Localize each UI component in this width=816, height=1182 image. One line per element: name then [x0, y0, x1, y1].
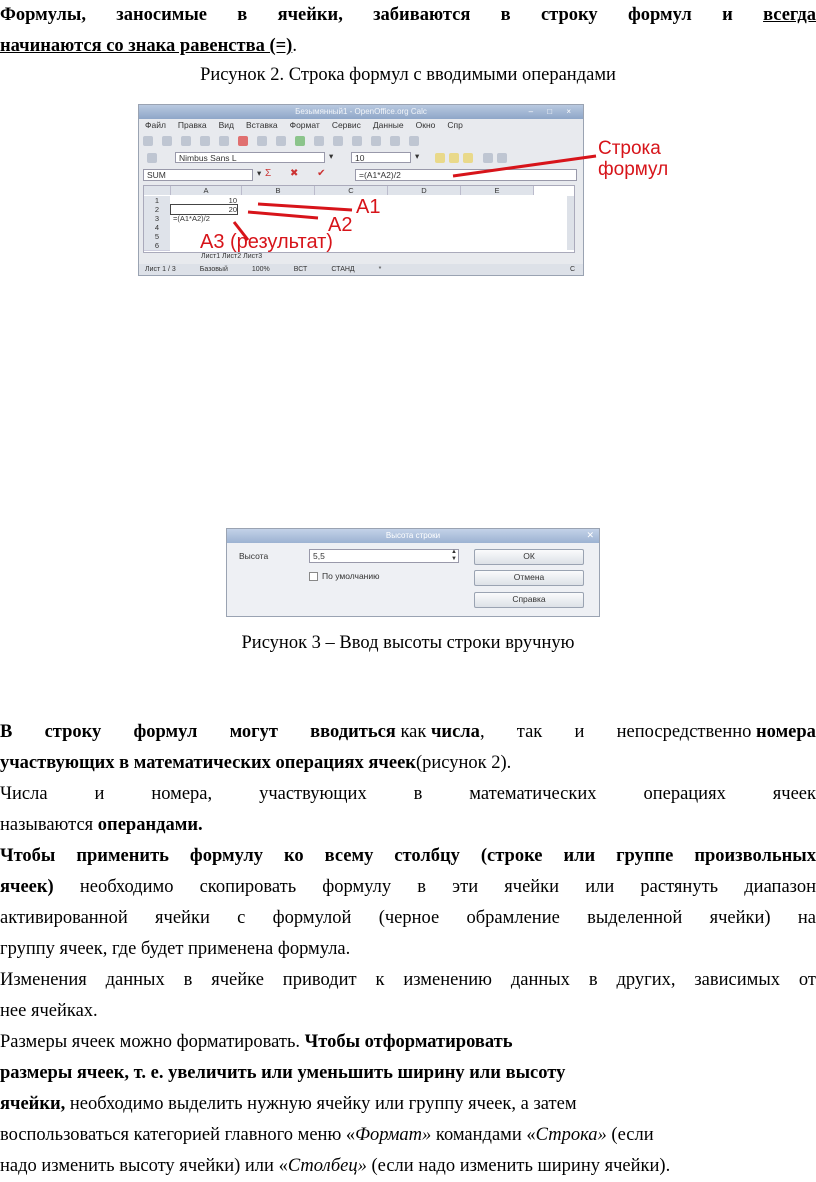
a2-arrow	[248, 212, 318, 218]
status-zoom[interactable]: 100%	[251, 266, 270, 273]
word: в	[413, 784, 423, 804]
font-name-select[interactable]: Nimbus Sans L	[175, 152, 325, 163]
p5-line-4	[0, 1120, 816, 1151]
text: (если	[611, 1125, 654, 1145]
checkbox-icon[interactable]	[309, 572, 318, 581]
window-controls[interactable]: – □ ×	[528, 107, 577, 116]
menu-insert[interactable]: Вставка	[246, 120, 278, 130]
text: Изменения данных в ячейке приводит к изменению данных в других, зависимых от	[0, 970, 816, 990]
p3-line-4	[0, 934, 816, 965]
menu-ref-column: Столбец»	[287, 1156, 367, 1176]
figure-ref: (рисунок 2).	[415, 753, 512, 773]
word: непосредственно	[616, 722, 752, 742]
cell-a1[interactable]: 10	[228, 196, 237, 205]
word: операциях	[643, 784, 726, 804]
column-header[interactable]: A	[171, 186, 242, 195]
menu-ref-format: Формат»	[355, 1125, 432, 1145]
word: В	[0, 722, 13, 742]
figure2-caption: Рисунок 2. Строка формул с вводимыми операндами	[200, 65, 616, 85]
a1-arrow	[258, 204, 352, 210]
word: Числа	[0, 784, 48, 804]
word: математических	[469, 784, 597, 804]
p2-line-2	[0, 810, 816, 841]
p4-line-2	[0, 996, 816, 1027]
ok-button[interactable]: ОК	[474, 549, 584, 565]
word: участвующих	[259, 784, 367, 804]
bold-phrase: Чтобы применить формулу ко всему столбцу (строке или группе произвольных	[0, 846, 816, 866]
p5-line-1	[0, 1027, 816, 1058]
height-label: Высота	[239, 551, 269, 561]
row-header[interactable]: 4	[144, 223, 170, 233]
word: номера	[756, 722, 816, 742]
annotation-a2: A2	[328, 214, 353, 236]
annotation-a3: A3 (результат)	[200, 231, 333, 253]
help-button[interactable]: Справка	[474, 592, 584, 608]
text: называются	[0, 815, 94, 835]
text: группу ячеек, где будет применена формула.	[0, 939, 351, 959]
word: ,	[479, 722, 485, 742]
cell-a2[interactable]: 20	[171, 205, 237, 214]
text: командами «	[435, 1125, 536, 1145]
cancel-button[interactable]: Отмена	[474, 570, 584, 586]
formula-input[interactable]: =(A1*A2)/2	[355, 169, 577, 181]
intro-underline-always: всегда	[763, 5, 816, 25]
p3-line-2	[0, 872, 816, 903]
text: необходимо выделить нужную ячейку или группу ячеек, а затем	[69, 1094, 577, 1114]
status-sum: С	[569, 266, 575, 273]
chevron-down-icon[interactable]: ▾	[257, 168, 262, 178]
status-style: Базовый	[199, 266, 228, 273]
p2-line-1	[0, 779, 816, 810]
row-height-dialog	[226, 528, 600, 617]
chevron-down-icon[interactable]: ▾	[415, 151, 420, 161]
p1-line-2	[0, 748, 816, 779]
bold-term: операндами.	[97, 815, 203, 835]
p1-line-1	[0, 717, 816, 748]
column-header[interactable]: B	[242, 186, 315, 195]
text: (если надо изменить ширину ячейки).	[371, 1156, 671, 1176]
dialog-title: Высота строки	[227, 529, 599, 543]
p4-line-1	[0, 965, 816, 996]
text: активированной ячейки с формулой (черное обрамление выделенной ячейки) на	[0, 908, 816, 928]
intro-line-2	[0, 31, 816, 62]
word: ячеек	[772, 784, 816, 804]
word: вводиться	[310, 722, 396, 742]
word: как	[400, 722, 427, 742]
default-checkbox[interactable]	[309, 571, 379, 581]
cell-a3[interactable]: =(A1*A2)/2	[173, 214, 210, 223]
menu-help[interactable]: Спр	[447, 120, 463, 130]
row-header[interactable]: 3	[144, 214, 170, 224]
menu-tools[interactable]: Сервис	[331, 120, 361, 130]
chevron-down-icon[interactable]: ▾	[329, 151, 334, 161]
formula-bar-arrow	[453, 156, 596, 176]
column-header[interactable]: E	[461, 186, 534, 195]
word: и	[94, 784, 105, 804]
status-select-mode[interactable]: СТАНД	[331, 266, 355, 273]
height-input[interactable]: 5,5	[309, 549, 459, 563]
menu-file[interactable]: Файл	[145, 120, 166, 130]
intro-bold-text: Формулы, заносимые в ячейки, забиваются в строку формул и	[0, 5, 733, 25]
text: воспользоваться категорией главного меню «	[0, 1125, 356, 1145]
word: могут	[229, 722, 278, 742]
p3-line-1	[0, 841, 816, 872]
column-header[interactable]: D	[388, 186, 461, 195]
bold-phrase: ячейки,	[0, 1094, 66, 1114]
word: и	[574, 722, 585, 742]
row-header[interactable]: 2	[144, 205, 170, 215]
window-title: Безымянный1 - OpenOffice.org Calc	[295, 107, 427, 116]
status-insert[interactable]: ВСТ	[293, 266, 308, 273]
row-header[interactable]: 6	[144, 241, 170, 251]
menu-ref-row: Строка»	[535, 1125, 607, 1145]
p5-line-5	[0, 1151, 816, 1182]
text: нее ячейках.	[0, 1001, 98, 1021]
word: строку	[44, 722, 102, 742]
annotation-a1: A1	[356, 196, 381, 218]
word: числа	[431, 722, 480, 742]
font-size-select[interactable]: 10	[351, 152, 411, 163]
text: надо изменить высоту ячейки) или «	[0, 1156, 288, 1176]
word: номера,	[151, 784, 213, 804]
close-icon[interactable]: ✕	[586, 530, 594, 540]
bold-phrase: Чтобы отформатировать	[304, 1032, 513, 1052]
annotation-arrows	[0, 100, 816, 280]
text: Размеры ячеек можно форматировать.	[0, 1032, 301, 1052]
p5-line-3	[0, 1089, 816, 1120]
intro-line-1	[0, 0, 816, 31]
menu-view[interactable]: Вид	[218, 120, 235, 130]
name-box[interactable]: SUM	[143, 169, 253, 181]
status-sheet: Лист 1 / 3	[145, 266, 176, 273]
bold-phrase: размеры ячеек, т. е. увеличить или уменьшить ширину или высоту	[0, 1063, 566, 1083]
intro-underline-equals: начинаются со знака равенства (=)	[0, 36, 293, 56]
status-modified: *	[378, 266, 382, 273]
row-header[interactable]: 5	[144, 232, 170, 242]
sheet-tabs[interactable]: Лист1 Лист2 Лист3	[201, 253, 263, 260]
menu-window[interactable]: Окно	[415, 120, 436, 130]
column-header[interactable]: C	[315, 186, 388, 195]
figure3-caption: Рисунок 3 – Ввод высоты строки вручную	[241, 633, 575, 653]
annotation-formula-bar: Строка формул	[598, 138, 669, 180]
p3-line-3	[0, 903, 816, 934]
formula-symbols[interactable]: Σ ✖ ✔	[265, 168, 334, 179]
spin-icon[interactable]: ▲ ▼	[451, 549, 457, 562]
bold-phrase: участвующих в математических операциях ячеек	[0, 753, 416, 773]
bold-phrase: ячеек)	[0, 877, 54, 897]
menu-data[interactable]: Данные	[372, 120, 404, 130]
intro-period: .	[292, 36, 297, 56]
text: необходимо скопировать формулу в эти ячейки или растянуть диапазон	[79, 877, 816, 897]
row-header[interactable]: 1	[144, 196, 170, 206]
default-checkbox-label: По умолчанию	[322, 571, 380, 581]
word: так	[516, 722, 543, 742]
menu-format[interactable]: Формат	[289, 120, 320, 130]
menu-edit[interactable]: Правка	[177, 120, 207, 130]
word: формул	[133, 722, 198, 742]
p5-line-2	[0, 1058, 816, 1089]
